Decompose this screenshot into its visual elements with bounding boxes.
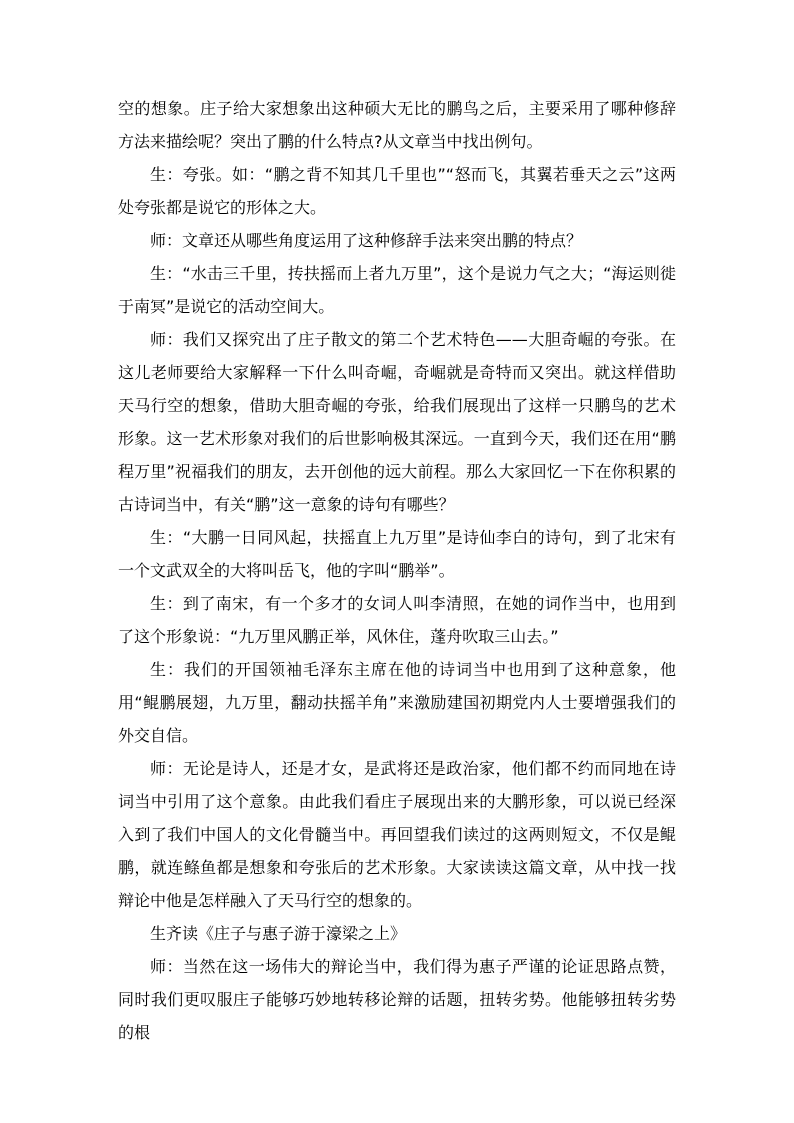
document-page <box>118 92 676 1049</box>
paragraph-teacher-explanation: 师：我们又探究出了庄子散文的第二个艺术特色——大胆奇崛的夸张。在这儿老师要给大家解释一下什么叫奇崛，奇崛就是奇特而又突出。就这样借助天马行空的想象，借助大胆奇崛的夸张，给我们展现出了这样一只鹏鸟的艺术形象。这一艺术形象对我们的后世影响极其深远。一直到今天，我们还在用“鹏程万里”祝福我们的朋友，去开创他的远大前程。那么大家回忆一下在你积累的古诗词当中，有关“鹏”这一意象的诗句有哪些？ <box>118 330 676 514</box>
paragraph-student-answer-power: 生：“水击三千里，抟扶摇而上者九万里”，这个是说力气之大；“海运则徙于南冥”是说它的活动空间大。 <box>118 264 676 316</box>
paragraph-continued: 空的想象。庄子给大家想象出这种硕大无比的鹏鸟之后，主要采用了哪种修辞方法来描绘呢？突出了鹏的什么特点?从文章当中找出例句。 <box>118 99 676 151</box>
paragraph-class-reading: 生齐读《庄子与惠子游于濠梁之上》 <box>150 924 407 943</box>
paragraph-student-answer-exaggeration: 生：夸张。如：“鹏之背不知其几千里也”“怒而飞，其翼若垂天之云”这两处夸张都是说它的形体之大。 <box>118 165 676 217</box>
paragraph-student-li-bai: 生：“大鹏一日同风起，扶摇直上九万里”是诗仙李白的诗句，到了北宋有一个文武双全的大将叫岳飞，他的字叫“鹏举”。 <box>118 528 676 580</box>
paragraph-student-li-qingzhao: 生：到了南宋，有一个多才的女词人叫李清照，在她的词作当中，也用到了这个形象说：“九万里风鹏正举，风休住，蓬舟吹取三山去。” <box>118 594 676 646</box>
paragraph-student-mao-zedong: 生：我们的开国领袖毛泽东主席在他的诗词当中也用到了这种意象，他用“鲲鹏展翅，九万里，翻动扶摇羊角”来激励建国初期党内人士要增强我们的外交自信。 <box>118 660 676 745</box>
paragraph-teacher-question: 师：文章还从哪些角度运用了这种修辞手法来突出鹏的特点？ <box>150 231 583 250</box>
paragraph-teacher-debate: 师：当然在这一场伟大的辩论当中，我们得为惠子严谨的论证思路点赞，同时我们更叹服庄子能够巧妙地转移论辩的话题，扭转劣势。他能够扭转劣势的根 <box>118 957 676 1042</box>
paragraph-teacher-summary: 师：无论是诗人，还是才女，是武将还是政治家，他们都不约而同地在诗词当中引用了这个意象。由此我们看庄子展现出来的大鹏形象，可以说已经深入到了我们中国人的文化骨髓当中。再回望我们读过的这两则短文，不仅是鲲鹏，就连鲦鱼都是想象和夸张后的艺术形象。大家读读这篇文章，从中找一找辩论中他是怎样融入了天马行空的想象的。 <box>118 759 676 910</box>
